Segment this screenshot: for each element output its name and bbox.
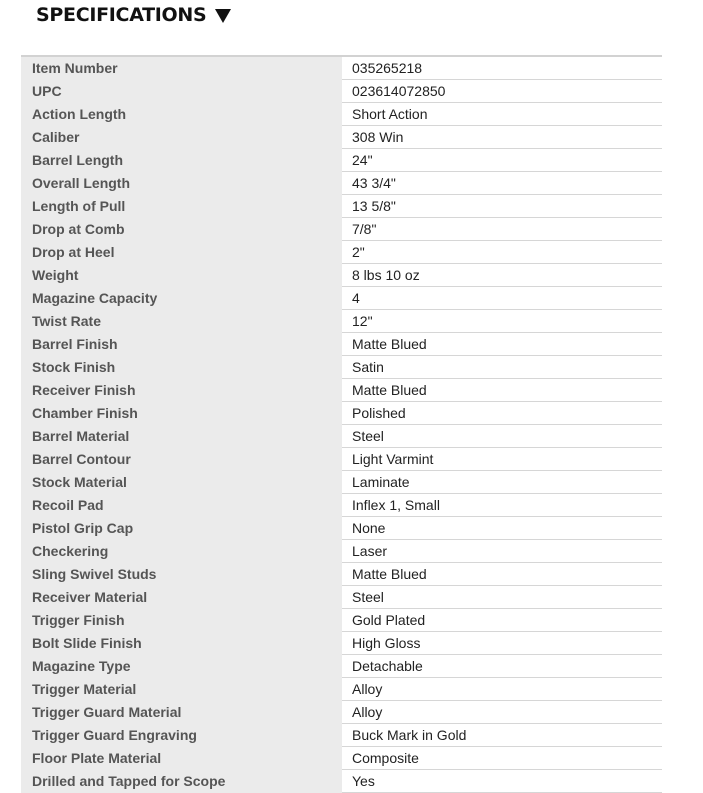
spec-value: Satin [342,356,662,379]
spec-value: Laminate [342,471,662,494]
caret-down-icon [215,9,231,23]
spec-label: Weight [21,264,342,287]
spec-label: Trigger Guard Material [21,701,342,724]
spec-label: Bolt Slide Finish [21,632,342,655]
spec-label: Stock Material [21,471,342,494]
spec-label: Barrel Contour [21,448,342,471]
spec-value: Yes [342,770,662,793]
spec-label: Trigger Guard Engraving [21,724,342,747]
spec-row [21,356,662,379]
spec-value: Laser [342,540,662,563]
spec-label: Trigger Material [21,678,342,701]
spec-value: Matte Blued [342,379,662,402]
spec-value: Buck Mark in Gold [342,724,662,747]
spec-value: Alloy [342,678,662,701]
spec-label: Chamber Finish [21,402,342,425]
spec-label: Item Number [21,57,342,80]
spec-label: Drop at Heel [21,241,342,264]
spec-row [21,724,662,747]
spec-value: 24" [342,149,662,172]
spec-row [21,287,662,310]
spec-row [21,770,662,793]
spec-label: Twist Rate [21,310,342,333]
spec-row [21,379,662,402]
spec-label: Receiver Material [21,586,342,609]
spec-label: UPC [21,80,342,103]
spec-value: 43 3/4" [342,172,662,195]
spec-value: 12" [342,310,662,333]
spec-value: 308 Win [342,126,662,149]
spec-row [21,172,662,195]
specifications-table [21,55,662,793]
spec-value: Alloy [342,701,662,724]
spec-value: Inflex 1, Small [342,494,662,517]
spec-value: Short Action [342,103,662,126]
spec-label: Magazine Capacity [21,287,342,310]
spec-value: 7/8" [342,218,662,241]
spec-row [21,701,662,724]
spec-value: 035265218 [342,57,662,80]
specifications-toggle[interactable] [36,2,231,28]
spec-row [21,632,662,655]
spec-row [21,218,662,241]
spec-row [21,425,662,448]
spec-label: Drilled and Tapped for Scope [21,770,342,793]
spec-value: 13 5/8" [342,195,662,218]
spec-row [21,126,662,149]
spec-row [21,103,662,126]
spec-row [21,333,662,356]
spec-row [21,747,662,770]
spec-row [21,448,662,471]
spec-row [21,494,662,517]
spec-label: Trigger Finish [21,609,342,632]
spec-value: Light Varmint [342,448,662,471]
spec-row [21,517,662,540]
spec-row [21,264,662,287]
spec-label: Drop at Comb [21,218,342,241]
spec-row [21,195,662,218]
spec-label: Action Length [21,103,342,126]
spec-label: Receiver Finish [21,379,342,402]
spec-label: Sling Swivel Studs [21,563,342,586]
spec-value: 4 [342,287,662,310]
spec-value: Detachable [342,655,662,678]
spec-row [21,310,662,333]
spec-row [21,586,662,609]
spec-value: 8 lbs 10 oz [342,264,662,287]
spec-value: Steel [342,586,662,609]
spec-value: High Gloss [342,632,662,655]
spec-label: Pistol Grip Cap [21,517,342,540]
spec-value: Steel [342,425,662,448]
spec-value: Polished [342,402,662,425]
spec-value: 2" [342,241,662,264]
spec-row [21,57,662,80]
spec-row [21,471,662,494]
spec-value: Gold Plated [342,609,662,632]
spec-row [21,563,662,586]
spec-value: None [342,517,662,540]
spec-row [21,609,662,632]
spec-row [21,540,662,563]
spec-row [21,402,662,425]
spec-label: Overall Length [21,172,342,195]
spec-label: Barrel Length [21,149,342,172]
spec-label: Stock Finish [21,356,342,379]
spec-label: Barrel Finish [21,333,342,356]
spec-label: Barrel Material [21,425,342,448]
spec-row [21,149,662,172]
spec-label: Length of Pull [21,195,342,218]
section-title: SPECIFICATIONS [36,4,207,26]
spec-row [21,80,662,103]
spec-label: Floor Plate Material [21,747,342,770]
spec-value: Matte Blued [342,563,662,586]
spec-row [21,655,662,678]
spec-row [21,241,662,264]
spec-row [21,678,662,701]
spec-value: Matte Blued [342,333,662,356]
spec-label: Recoil Pad [21,494,342,517]
spec-value: Composite [342,747,662,770]
spec-label: Caliber [21,126,342,149]
spec-label: Magazine Type [21,655,342,678]
spec-value: 023614072850 [342,80,662,103]
spec-label: Checkering [21,540,342,563]
